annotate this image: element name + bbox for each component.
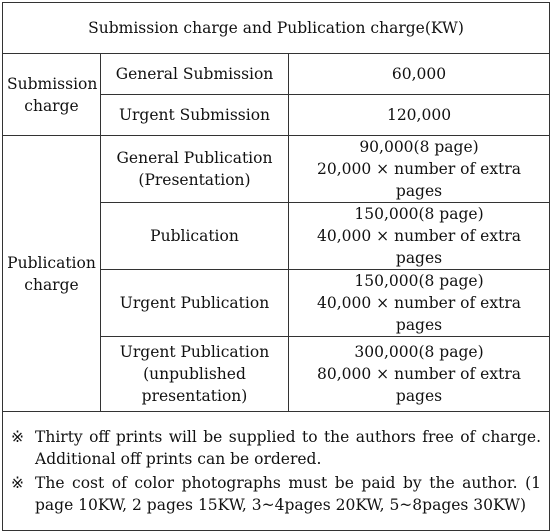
note-item xyxy=(11,426,541,470)
fee-cell xyxy=(289,203,550,270)
fee-value: 150,000(8 page) xyxy=(354,205,484,223)
charge-type-cell xyxy=(101,337,289,412)
fee-cell xyxy=(289,95,550,136)
fee-cell xyxy=(289,337,550,412)
category-label-line: Publication xyxy=(7,253,96,272)
reference-mark-icon: ※ xyxy=(11,474,24,492)
notes-cell xyxy=(3,412,550,531)
table-title-text: Submission charge and Publication charge(KW) xyxy=(88,19,464,37)
charge-type-cell xyxy=(101,136,289,203)
charge-type-label: (Presentation) xyxy=(138,171,251,189)
reference-mark-icon: ※ xyxy=(11,428,24,446)
charge-type-cell xyxy=(101,95,289,136)
table-row xyxy=(3,136,550,203)
fee-value: 90,000(8 page) xyxy=(359,138,479,156)
fee-cell xyxy=(289,136,550,203)
fee-cell xyxy=(289,270,550,337)
table-row xyxy=(3,54,550,95)
category-label-line: charge xyxy=(24,96,79,115)
charge-type-label: Urgent Publication xyxy=(119,343,270,361)
charge-type-label: presentation) xyxy=(141,387,248,405)
charge-type-label: General Publication xyxy=(116,149,273,167)
fee-value: 60,000 xyxy=(391,65,447,83)
fee-value: 300,000(8 page) xyxy=(354,343,484,361)
charge-type-label: Publication xyxy=(150,227,239,245)
submission-category-cell xyxy=(3,54,101,136)
fee-table xyxy=(2,2,550,531)
category-label-line: charge xyxy=(24,275,79,294)
fee-value: 120,000 xyxy=(386,106,452,124)
table-title xyxy=(3,3,550,54)
publication-category-cell xyxy=(3,136,101,412)
charge-type-label: Urgent Publication xyxy=(119,294,270,312)
note-text: The cost of color photographs must be paid by the author. (1 page 10KW, 2 pages 15KW, 3~4pages 20KW, 5~8pages 30KW) xyxy=(35,474,542,514)
fee-cell xyxy=(289,54,550,95)
note-item xyxy=(11,472,541,516)
fee-value: 80,000 × number of extra pages xyxy=(317,365,521,405)
fee-value: 150,000(8 page) xyxy=(354,272,484,290)
charge-type-cell xyxy=(101,270,289,337)
fee-value: 20,000 × number of extra pages xyxy=(317,160,521,200)
title-row xyxy=(3,3,550,54)
charge-type-label: General Submission xyxy=(115,65,274,83)
charge-type-label: (unpublished xyxy=(143,365,246,383)
charge-type-cell xyxy=(101,203,289,270)
fee-value: 40,000 × number of extra pages xyxy=(317,294,521,334)
note-text: Thirty off prints will be supplied to the authors free of charge. Additional off prints can be ordered. xyxy=(35,428,542,468)
category-label-line: Submission xyxy=(7,74,98,93)
charge-type-cell xyxy=(101,54,289,95)
charge-type-label: Urgent Submission xyxy=(118,106,271,124)
fee-value: 40,000 × number of extra pages xyxy=(317,227,521,267)
notes-row xyxy=(3,412,550,531)
